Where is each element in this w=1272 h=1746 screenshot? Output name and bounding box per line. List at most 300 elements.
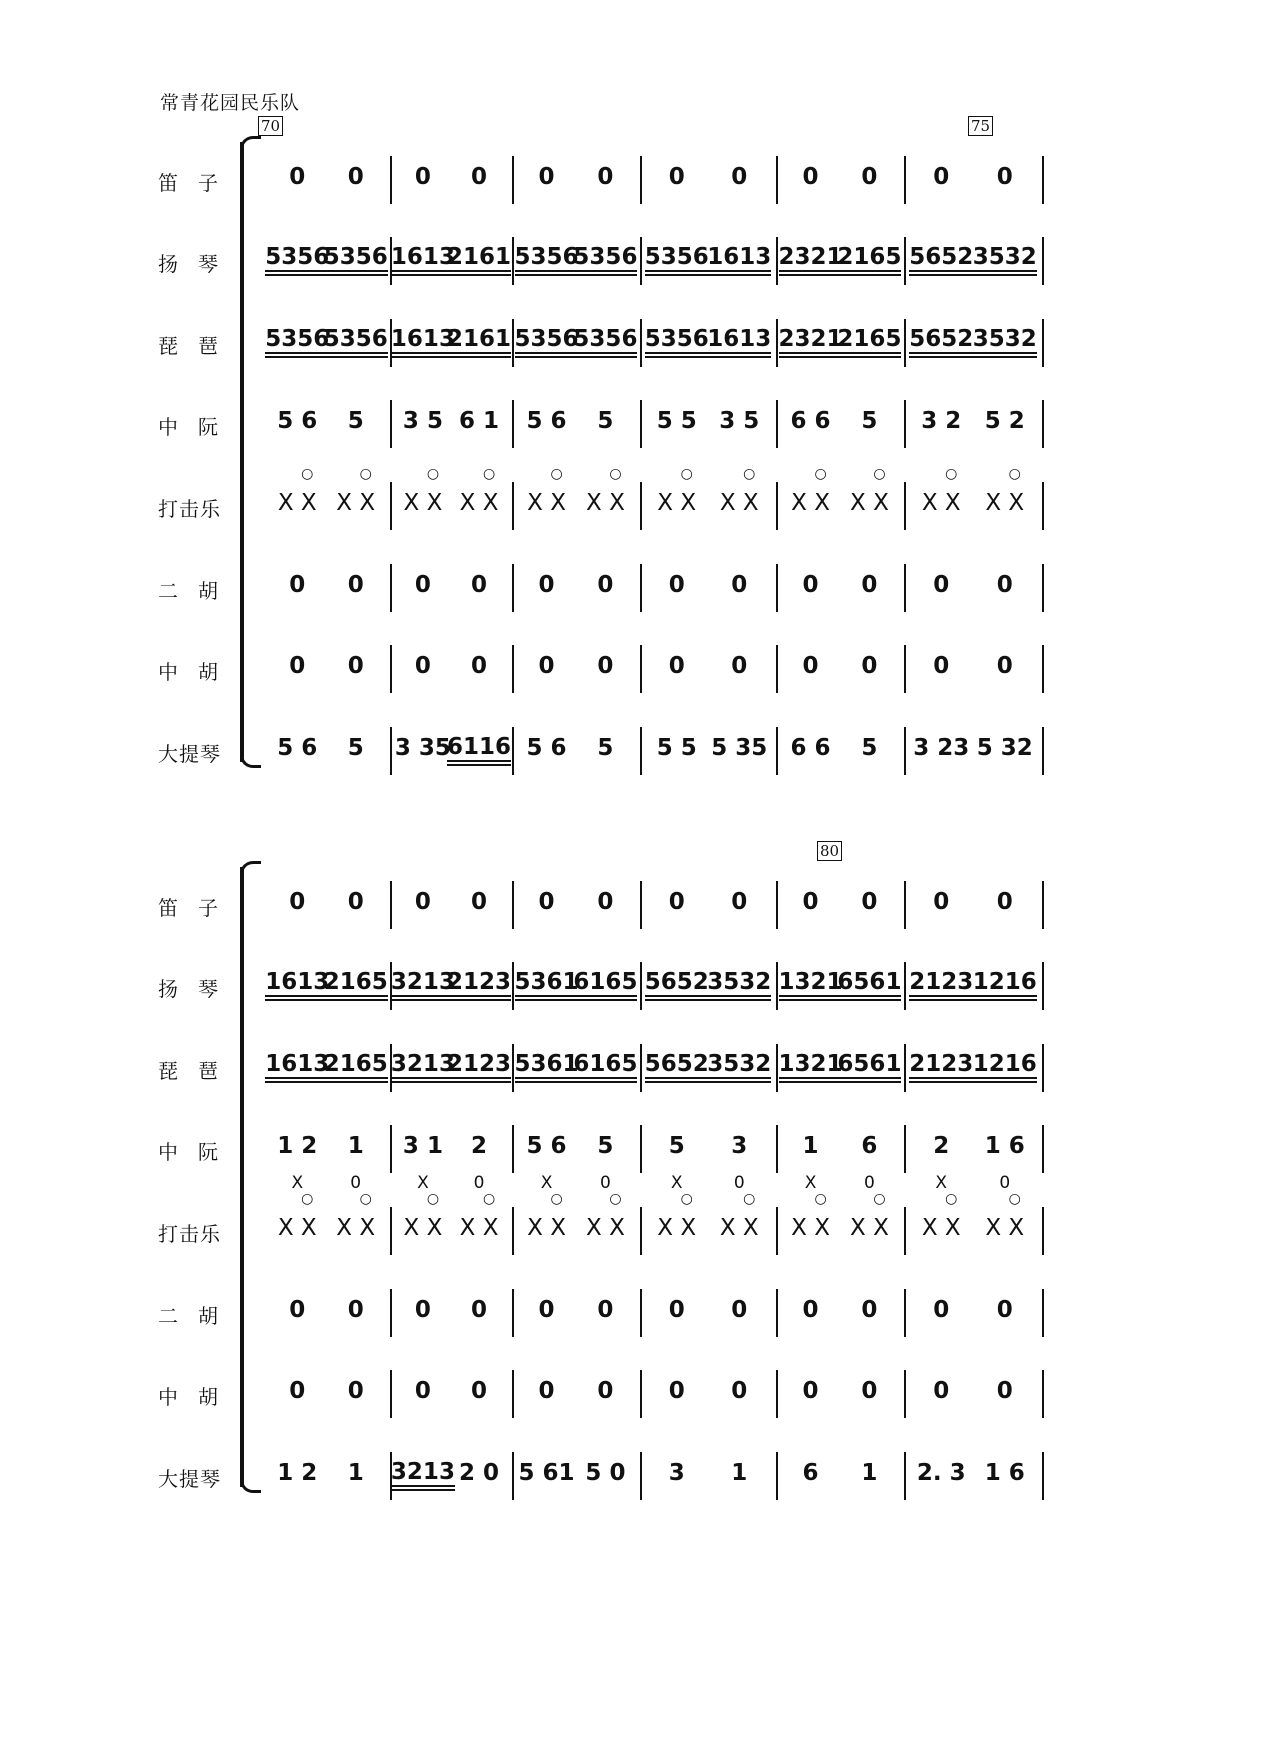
pipa-note: 2165: [324, 1052, 388, 1083]
perc-accent-note: 0: [350, 1173, 362, 1193]
yangqin-note: 6561: [837, 970, 901, 1001]
erhu-note: 0: [597, 1297, 614, 1323]
perc-circle-mark: ○: [301, 1191, 314, 1207]
yangqin-note: 5356: [573, 245, 637, 276]
yangqin-note: 5356: [645, 245, 709, 276]
erhu-note: 0: [347, 572, 364, 598]
perc-circle-mark: ○: [873, 1191, 886, 1207]
pipa-note: 1321: [779, 1052, 843, 1083]
barline: [776, 564, 778, 612]
perc-circle-mark: ○: [550, 466, 563, 482]
dizi-note: 0: [471, 164, 488, 190]
pipa-note: 6561: [837, 1052, 901, 1083]
zhongruan-note: 5 6: [526, 1133, 567, 1159]
barline: [904, 1452, 906, 1500]
instrument-label: 笛 子: [158, 896, 218, 920]
erhu-note: 0: [802, 572, 819, 598]
dizi-note: 0: [731, 889, 748, 915]
perc-accent-note: X: [804, 1173, 817, 1193]
perc-note: X X: [921, 1215, 961, 1241]
perc-note: X X: [277, 490, 317, 516]
perc-circle-mark: ○: [743, 466, 756, 482]
cello-note: 5 32: [976, 735, 1033, 761]
dizi-note: 0: [597, 889, 614, 915]
barline: [1042, 881, 1044, 929]
pipa-note: 2161: [447, 327, 511, 358]
perc-circle-mark: ○: [814, 466, 827, 482]
barline: [1042, 319, 1044, 367]
zhongruan-note: 6 6: [790, 408, 831, 434]
cello-note: 6: [802, 1460, 819, 1486]
perc-circle-mark: ○: [550, 1191, 563, 1207]
pipa-note: 1613: [707, 327, 771, 358]
pipa-note: 2321: [779, 327, 843, 358]
zhonghu-note: 0: [471, 653, 488, 679]
barline: [1042, 1289, 1044, 1337]
perc-circle-mark: ○: [945, 466, 958, 482]
barline: [640, 645, 642, 693]
perc-accent-note: X: [291, 1173, 304, 1193]
barline: [904, 1370, 906, 1418]
barline: [390, 564, 392, 612]
zhongruan-note: 3 1: [402, 1133, 443, 1159]
barline: [640, 1044, 642, 1092]
perc-note: X X: [657, 1215, 697, 1241]
yangqin-note: 5652: [909, 245, 973, 276]
barline: [640, 962, 642, 1010]
zhonghu-note: 0: [347, 653, 364, 679]
barline: [904, 645, 906, 693]
yangqin-note: 1216: [973, 970, 1037, 1001]
pipa-note: 1613: [265, 1052, 329, 1083]
zhongruan-note: 5: [861, 408, 878, 434]
zhongruan-note: 2: [933, 1133, 950, 1159]
barline: [512, 1452, 514, 1500]
barline: [390, 1207, 392, 1255]
dizi-note: 0: [347, 889, 364, 915]
barline: [512, 1370, 514, 1418]
instrument-label: 打击乐: [158, 497, 221, 521]
perc-accent-note: 0: [864, 1173, 875, 1193]
instrument-label: 二 胡: [158, 579, 218, 603]
cello-note: 5 0: [585, 1460, 626, 1486]
yangqin-note: 2161: [447, 245, 511, 276]
perc-accent-note: 0: [600, 1173, 611, 1193]
barline: [512, 400, 514, 448]
dizi-note: 0: [289, 164, 306, 190]
yangqin-note: 3532: [707, 970, 771, 1001]
barline: [390, 1370, 392, 1418]
perc-note: X X: [586, 490, 625, 516]
perc-circle-mark: ○: [359, 466, 372, 482]
zhonghu-note: 0: [668, 653, 685, 679]
zhonghu-note: 0: [731, 653, 748, 679]
dizi-note: 0: [933, 889, 950, 915]
zhonghu-note: 0: [933, 653, 950, 679]
cello-note: 6116: [447, 735, 511, 766]
barline: [1042, 482, 1044, 530]
erhu-note: 0: [414, 1297, 431, 1323]
barline: [640, 1207, 642, 1255]
barline: [1042, 1125, 1044, 1173]
erhu-note: 0: [996, 1297, 1013, 1323]
zhongruan-note: 3 5: [719, 408, 760, 434]
barline: [640, 881, 642, 929]
instrument-label: 扬 琴: [158, 977, 218, 1001]
zhongruan-note: 6 1: [459, 408, 500, 434]
zhonghu-note: 0: [996, 653, 1013, 679]
barline: [776, 727, 778, 775]
pipa-note: 2123: [447, 1052, 511, 1083]
barline: [390, 1289, 392, 1337]
barline: [390, 645, 392, 693]
pipa-note: 2123: [909, 1052, 973, 1083]
barline: [904, 400, 906, 448]
barline: [776, 645, 778, 693]
perc-circle-mark: ○: [873, 466, 886, 482]
cello-note: 5 6: [526, 735, 567, 761]
cello-note: 1: [347, 1460, 364, 1486]
perc-circle-mark: ○: [814, 1191, 827, 1207]
yangqin-note: 1613: [265, 970, 329, 1001]
zhongruan-note: 3 2: [921, 408, 962, 434]
perc-circle-mark: ○: [1008, 1191, 1021, 1207]
cello-note: 5: [347, 735, 364, 761]
zhongruan-note: 5 6: [526, 408, 567, 434]
barline: [390, 156, 392, 204]
perc-note: X X: [527, 490, 566, 516]
barline: [1042, 645, 1044, 693]
cello-note: 5 35: [711, 735, 768, 761]
barline: [640, 156, 642, 204]
zhonghu-note: 0: [802, 1378, 819, 1404]
system-bracket: [240, 867, 262, 1487]
instrument-label: 中 胡: [158, 1385, 218, 1409]
barline: [1042, 1370, 1044, 1418]
zhonghu-note: 0: [996, 1378, 1013, 1404]
pipa-note: 5652: [645, 1052, 709, 1083]
instrument-label: 二 胡: [158, 1304, 218, 1328]
barline: [640, 564, 642, 612]
barline: [904, 1207, 906, 1255]
barline: [1042, 1452, 1044, 1500]
perc-circle-mark: ○: [359, 1191, 372, 1207]
barline: [776, 1452, 778, 1500]
zhongruan-note: 5: [668, 1133, 685, 1159]
yangqin-note: 5356: [515, 245, 579, 276]
dizi-note: 0: [347, 164, 364, 190]
zhonghu-note: 0: [414, 1378, 431, 1404]
barline: [640, 319, 642, 367]
zhongruan-note: 5: [597, 1133, 614, 1159]
instrument-label: 笛 子: [158, 171, 218, 195]
pipa-note: 2165: [837, 327, 901, 358]
barline: [1042, 400, 1044, 448]
cello-note: 5 5: [656, 735, 697, 761]
zhongruan-note: 3 5: [402, 408, 443, 434]
barline: [512, 1125, 514, 1173]
barline: [640, 237, 642, 285]
dizi-note: 0: [597, 164, 614, 190]
perc-note: X X: [459, 490, 499, 516]
zhonghu-note: 0: [597, 653, 614, 679]
pipa-note: 3532: [707, 1052, 771, 1083]
instrument-label: 中 阮: [158, 415, 218, 439]
barline: [904, 482, 906, 530]
zhongruan-note: 2: [471, 1133, 488, 1159]
yangqin-note: 1321: [779, 970, 843, 1001]
erhu-note: 0: [933, 1297, 950, 1323]
perc-circle-mark: ○: [609, 1191, 622, 1207]
barline: [776, 881, 778, 929]
pipa-note: 3213: [391, 1052, 455, 1083]
barline: [640, 1289, 642, 1337]
erhu-note: 0: [861, 572, 878, 598]
cello-note: 2. 3: [916, 1460, 966, 1486]
perc-circle-mark: ○: [301, 466, 314, 482]
barline: [776, 156, 778, 204]
barline: [390, 482, 392, 530]
erhu-note: 0: [731, 572, 748, 598]
dizi-note: 0: [802, 164, 819, 190]
dizi-note: 0: [996, 889, 1013, 915]
dizi-note: 0: [861, 889, 878, 915]
zhonghu-note: 0: [289, 653, 306, 679]
perc-note: X X: [657, 490, 697, 516]
perc-note: X X: [985, 1215, 1025, 1241]
zhonghu-note: 0: [861, 1378, 878, 1404]
barline: [512, 1289, 514, 1337]
barline: [390, 1125, 392, 1173]
dizi-note: 0: [861, 164, 878, 190]
erhu-note: 0: [731, 1297, 748, 1323]
perc-note: X X: [921, 490, 961, 516]
barline: [904, 962, 906, 1010]
barline: [640, 482, 642, 530]
yangqin-note: 1613: [707, 245, 771, 276]
perc-circle-mark: ○: [426, 1191, 440, 1207]
barline: [1042, 237, 1044, 285]
instrument-label: 中 阮: [158, 1140, 218, 1164]
erhu-note: 0: [802, 1297, 819, 1323]
yangqin-note: 2165: [324, 970, 388, 1001]
barline: [390, 400, 392, 448]
perc-note: X X: [403, 1215, 443, 1241]
barline: [512, 156, 514, 204]
yangqin-note: 6165: [573, 970, 637, 1001]
cello-note: 1 6: [984, 1460, 1025, 1486]
cello-note: 3213: [391, 1460, 455, 1491]
barline: [512, 881, 514, 929]
barline: [776, 1370, 778, 1418]
cello-note: 3: [668, 1460, 685, 1486]
zhonghu-note: 0: [731, 1378, 748, 1404]
dizi-note: 0: [414, 164, 431, 190]
erhu-note: 0: [289, 1297, 306, 1323]
erhu-note: 0: [933, 572, 950, 598]
dizi-note: 0: [538, 164, 555, 190]
cello-note: 6 6: [790, 735, 831, 761]
barline: [904, 237, 906, 285]
cello-note: 1: [731, 1460, 748, 1486]
pipa-note: 5356: [324, 327, 388, 358]
barline: [640, 727, 642, 775]
erhu-note: 0: [289, 572, 306, 598]
erhu-note: 0: [471, 572, 488, 598]
perc-accent-note: X: [935, 1173, 948, 1193]
perc-circle-mark: ○: [482, 1191, 496, 1207]
yangqin-note: 3213: [391, 970, 455, 1001]
barline: [640, 400, 642, 448]
barline: [904, 156, 906, 204]
perc-circle-mark: ○: [743, 1191, 756, 1207]
instrument-label: 打击乐: [158, 1222, 221, 1246]
pipa-note: 5356: [645, 327, 709, 358]
perc-accent-note: 0: [473, 1173, 485, 1193]
zhonghu-note: 0: [802, 653, 819, 679]
zhongruan-note: 1: [802, 1133, 819, 1159]
barline: [776, 1125, 778, 1173]
zhonghu-note: 0: [347, 1378, 364, 1404]
yangqin-note: 5361: [515, 970, 579, 1001]
dizi-note: 0: [289, 889, 306, 915]
barline: [1042, 564, 1044, 612]
dizi-note: 0: [996, 164, 1013, 190]
perc-circle-mark: ○: [609, 466, 622, 482]
erhu-note: 0: [414, 572, 431, 598]
pipa-note: 5361: [515, 1052, 579, 1083]
perc-accent-note: X: [540, 1173, 553, 1193]
yangqin-note: 3532: [973, 245, 1037, 276]
perc-note: X X: [850, 1215, 889, 1241]
cello-note: 3 35: [394, 735, 451, 761]
barline: [776, 1207, 778, 1255]
zhongruan-note: 1 2: [277, 1133, 318, 1159]
yangqin-note: 2165: [837, 245, 901, 276]
perc-note: X X: [791, 490, 830, 516]
yangqin-note: 2321: [779, 245, 843, 276]
perc-note: X X: [985, 490, 1025, 516]
zhonghu-note: 0: [933, 1378, 950, 1404]
barline: [904, 319, 906, 367]
pipa-note: 1216: [973, 1052, 1037, 1083]
instrument-label: 中 胡: [158, 660, 218, 684]
erhu-note: 0: [597, 572, 614, 598]
erhu-note: 0: [471, 1297, 488, 1323]
yangqin-note: 5356: [324, 245, 388, 276]
yangqin-note: 5356: [265, 245, 329, 276]
perc-note: X X: [850, 490, 889, 516]
erhu-note: 0: [668, 572, 685, 598]
dizi-note: 0: [414, 889, 431, 915]
zhonghu-note: 0: [861, 653, 878, 679]
cello-note: 2 0: [459, 1460, 500, 1486]
perc-circle-mark: ○: [482, 466, 496, 482]
barline: [904, 1289, 906, 1337]
instrument-label: 琵 琶: [158, 334, 218, 358]
zhonghu-note: 0: [538, 653, 555, 679]
dizi-note: 0: [538, 889, 555, 915]
barline: [904, 727, 906, 775]
zhongruan-note: 5: [597, 408, 614, 434]
zhongruan-note: 5 5: [656, 408, 697, 434]
cello-note: 5 61: [518, 1460, 575, 1486]
yangqin-note: 2123: [909, 970, 973, 1001]
instrument-label: 琵 琶: [158, 1059, 218, 1083]
pipa-note: 5356: [515, 327, 579, 358]
erhu-note: 0: [668, 1297, 685, 1323]
perc-note: X X: [277, 1215, 317, 1241]
zhonghu-note: 0: [471, 1378, 488, 1404]
barline: [390, 727, 392, 775]
perc-circle-mark: ○: [1008, 466, 1021, 482]
pipa-note: 5652: [909, 327, 973, 358]
barline: [390, 881, 392, 929]
barline: [1042, 962, 1044, 1010]
pipa-note: 1613: [391, 327, 455, 358]
perc-note: X X: [403, 490, 443, 516]
zhongruan-note: 5 2: [984, 408, 1025, 434]
erhu-note: 0: [538, 1297, 555, 1323]
barline: [512, 645, 514, 693]
zhongruan-note: 3: [731, 1133, 748, 1159]
barline: [776, 1289, 778, 1337]
cello-note: 5 6: [277, 735, 318, 761]
erhu-note: 0: [861, 1297, 878, 1323]
barline: [904, 564, 906, 612]
rehearsal-mark: 75: [968, 116, 993, 136]
cello-note: 1 2: [277, 1460, 318, 1486]
perc-note: X X: [719, 490, 759, 516]
barline: [776, 400, 778, 448]
barline: [776, 482, 778, 530]
perc-note: X X: [791, 1215, 830, 1241]
yangqin-note: 2123: [447, 970, 511, 1001]
pipa-note: 5356: [573, 327, 637, 358]
zhongruan-note: 5 6: [277, 408, 318, 434]
barline: [904, 881, 906, 929]
barline: [904, 1044, 906, 1092]
perc-circle-mark: ○: [680, 466, 693, 482]
erhu-note: 0: [347, 1297, 364, 1323]
perc-accent-note: X: [670, 1173, 683, 1193]
perc-circle-mark: ○: [426, 466, 440, 482]
barline: [512, 1207, 514, 1255]
zhonghu-note: 0: [538, 1378, 555, 1404]
perc-note: X X: [336, 490, 376, 516]
zhonghu-note: 0: [289, 1378, 306, 1404]
pipa-note: 6165: [573, 1052, 637, 1083]
barline: [512, 482, 514, 530]
dizi-note: 0: [933, 164, 950, 190]
cello-note: 5: [597, 735, 614, 761]
instrument-label: 扬 琴: [158, 252, 218, 276]
dizi-note: 0: [802, 889, 819, 915]
barline: [640, 1452, 642, 1500]
barline: [1042, 156, 1044, 204]
barline: [1042, 1207, 1044, 1255]
instrument-label: 大提琴: [158, 1467, 221, 1491]
perc-accent-note: 0: [999, 1173, 1011, 1193]
perc-note: X X: [459, 1215, 499, 1241]
zhongruan-note: 1: [347, 1133, 364, 1159]
dizi-note: 0: [668, 164, 685, 190]
zhonghu-note: 0: [414, 653, 431, 679]
dizi-note: 0: [731, 164, 748, 190]
cello-note: 5: [861, 735, 878, 761]
perc-circle-mark: ○: [680, 1191, 693, 1207]
barline: [512, 727, 514, 775]
